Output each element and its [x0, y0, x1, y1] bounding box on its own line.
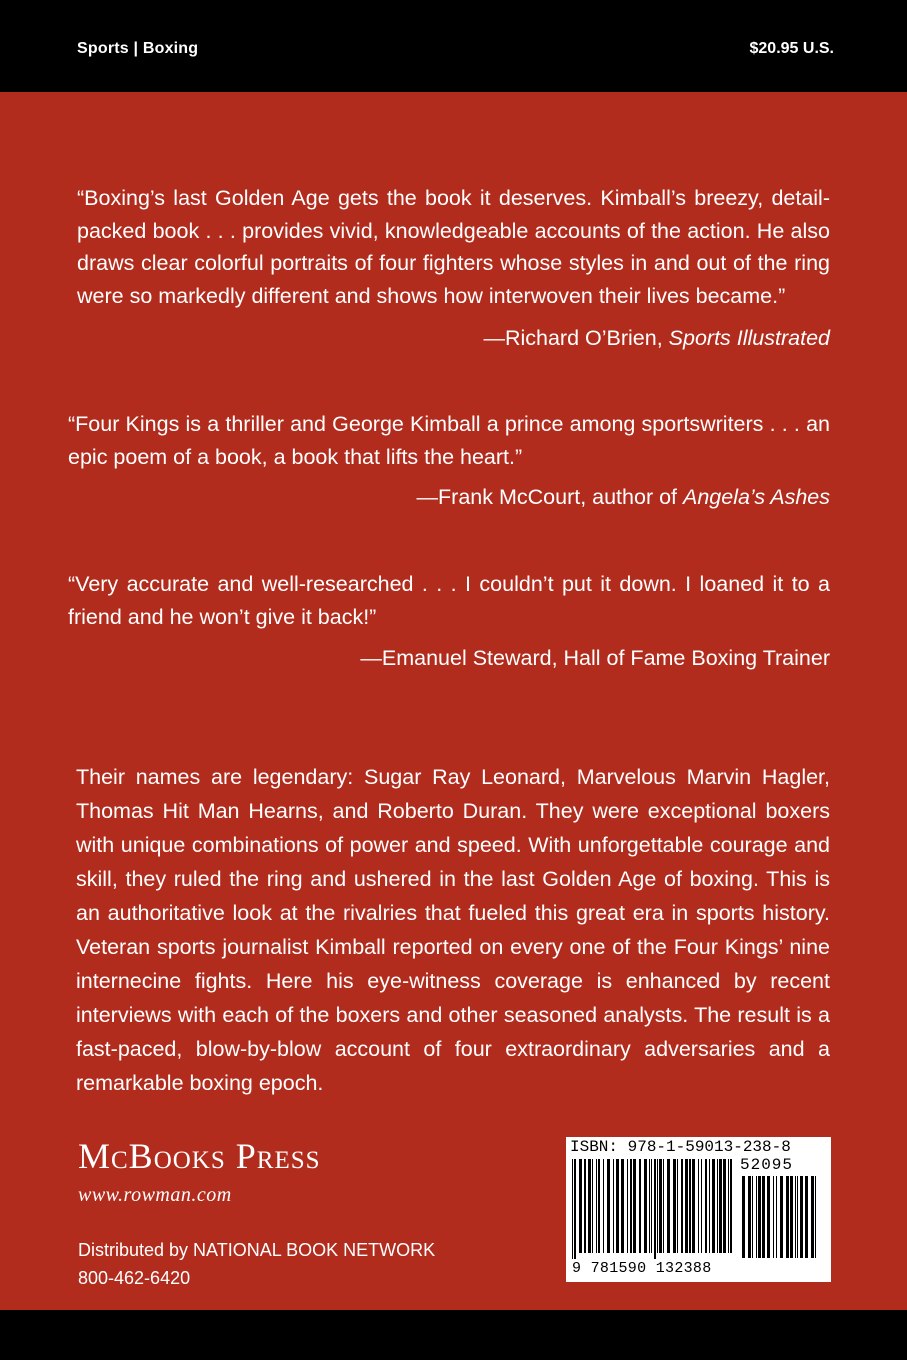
barcode-bar: [627, 1159, 628, 1253]
barcode-bar: [790, 1176, 793, 1258]
barcode-bar: [574, 1159, 576, 1259]
price-code: 52095: [740, 1156, 794, 1174]
barcode-bar: [607, 1159, 610, 1253]
barcode-bar: [598, 1159, 600, 1253]
barcode-bar: [596, 1159, 597, 1253]
barcode-bar: [762, 1176, 765, 1258]
barcode-bar: [723, 1159, 726, 1253]
barcode-bar: [588, 1159, 591, 1253]
barcode-bar: [705, 1159, 707, 1253]
barcode-bar: [639, 1159, 641, 1253]
barcode-bar: [752, 1176, 753, 1258]
barcode-bar: [685, 1159, 688, 1253]
barcode-bar: [692, 1159, 695, 1253]
barcode-bar: [717, 1159, 718, 1253]
barcode-bar: [659, 1159, 662, 1253]
book-description: Their names are legendary: Sugar Ray Leonard, Marvelous Marvin Hagler, Thomas Hit Man Hearns, and Roberto Duran. They were exceptional boxers with unique combinations of power and speed. With unforgettable courage and skill, they ruled the ring and ushered in the last Golden Age of boxing. This is an authoritative look at the rivalries that fueled this great era in sports history. Veteran sports journalist Kimball reported on every one of the Four Kings’ nine internecine fights. Here his eye-witness coverage is enhanced by recent interviews with each of the boxers and other seasoned analysts. The result is a fast-paced, blow-by-blow account of four extraordinary adversaries and a remarkable boxing epoch.: [76, 765, 830, 1095]
barcode-bar: [613, 1159, 614, 1253]
barcode-bar: [667, 1159, 670, 1253]
publisher-website: www.rowman.com: [78, 1184, 232, 1206]
barcode-bar: [649, 1159, 650, 1253]
barcode-bar: [815, 1176, 816, 1258]
barcode-main-bars: [572, 1159, 736, 1259]
quote-source: Angela’s Ashes: [682, 485, 830, 509]
quote-text: “Very accurate and well-researched . . . I couldn’t put it down. I loaned it to a friend and he won’t give it back!”: [68, 572, 830, 629]
publisher-logo: McBooks Press: [78, 1136, 321, 1176]
barcode-bar: [673, 1159, 676, 1253]
distributor-phone: 800-462-6420: [78, 1268, 191, 1288]
barcode-bar: [773, 1176, 774, 1258]
quote-attribution: [483, 323, 830, 353]
barcode-bar: [728, 1159, 729, 1253]
barcode-bar: [592, 1159, 593, 1253]
isbn-label: ISBN: 978-1-59013-238-8: [570, 1138, 791, 1156]
barcode-bar: [657, 1159, 658, 1253]
barcode-bar: [719, 1159, 722, 1253]
barcode-bar: [712, 1159, 715, 1253]
barcode-bar: [709, 1159, 710, 1253]
barcode-bar: [800, 1176, 803, 1258]
barcode-bar: [811, 1176, 814, 1258]
barcode-bar: [621, 1159, 624, 1253]
quote-source: Sports Illustrated: [668, 326, 830, 350]
barcode-bar: [742, 1176, 745, 1258]
distributor-line: Distributed by NATIONAL BOOK NETWORK: [78, 1240, 436, 1260]
barcode-bar: [758, 1176, 761, 1258]
barcode-bar: [786, 1176, 789, 1258]
barcode-bar: [663, 1159, 664, 1253]
barcode-bar: [805, 1176, 808, 1258]
barcode-bar: [795, 1176, 796, 1258]
barcode-bar: [654, 1159, 656, 1259]
barcode-bar: [767, 1176, 770, 1258]
quote-text: “Four Kings is a thriller and George Kimball a prince among sportswriters . . . an epic poem of a book, a book that lifts the heart.”: [68, 412, 830, 469]
isbn-barcode: [566, 1137, 831, 1282]
barcode-bar: [633, 1159, 636, 1253]
barcode-bar: [756, 1176, 757, 1258]
barcode-bar: [630, 1159, 632, 1253]
quote-author: —Frank McCourt, author of: [416, 485, 683, 509]
isbn-digits: 9 781590 132388: [572, 1260, 712, 1277]
barcode-bar: [644, 1159, 647, 1253]
quote-author: —Emanuel Steward, Hall of Fame Boxing Trainer: [360, 646, 830, 670]
distribution-info: [78, 1236, 435, 1292]
top-bar: [0, 0, 907, 92]
bottom-bar: [0, 1310, 907, 1360]
barcode-bar: [616, 1159, 619, 1253]
barcode-bar: [651, 1159, 652, 1253]
barcode-addon-bars: [742, 1176, 820, 1276]
barcode-bar: [698, 1159, 699, 1253]
quote-attribution: [417, 482, 830, 512]
price-label: $20.95 U.S.: [749, 40, 834, 57]
barcode-bar: [689, 1159, 691, 1253]
barcode-bar: [730, 1159, 732, 1253]
barcode-bar: [701, 1159, 702, 1253]
barcode-bar: [584, 1159, 586, 1253]
barcode-bar: [572, 1159, 573, 1259]
quote-attribution: [360, 643, 830, 673]
quote-text: “Boxing’s last Golden Age gets the book it deserves. Kimball’s breezy, detail-packed book . . . provides vivid, knowledgeable accounts of the action. He also draws clear colorful portraits of four fighters whose styles in and out of the ring were so markedly different and shows how interwoven their lives became.”: [77, 186, 830, 308]
barcode-bar: [579, 1159, 582, 1253]
barcode-bar: [776, 1176, 777, 1258]
barcode-bar: [677, 1159, 678, 1253]
barcode-bar: [748, 1176, 751, 1258]
category-label: Sports | Boxing: [77, 40, 199, 57]
barcode-bar: [681, 1159, 683, 1253]
barcode-bar: [780, 1176, 783, 1258]
barcode-bar: [797, 1176, 798, 1258]
barcode-bar: [603, 1159, 604, 1253]
quote-author: —Richard O’Brien,: [483, 326, 669, 350]
